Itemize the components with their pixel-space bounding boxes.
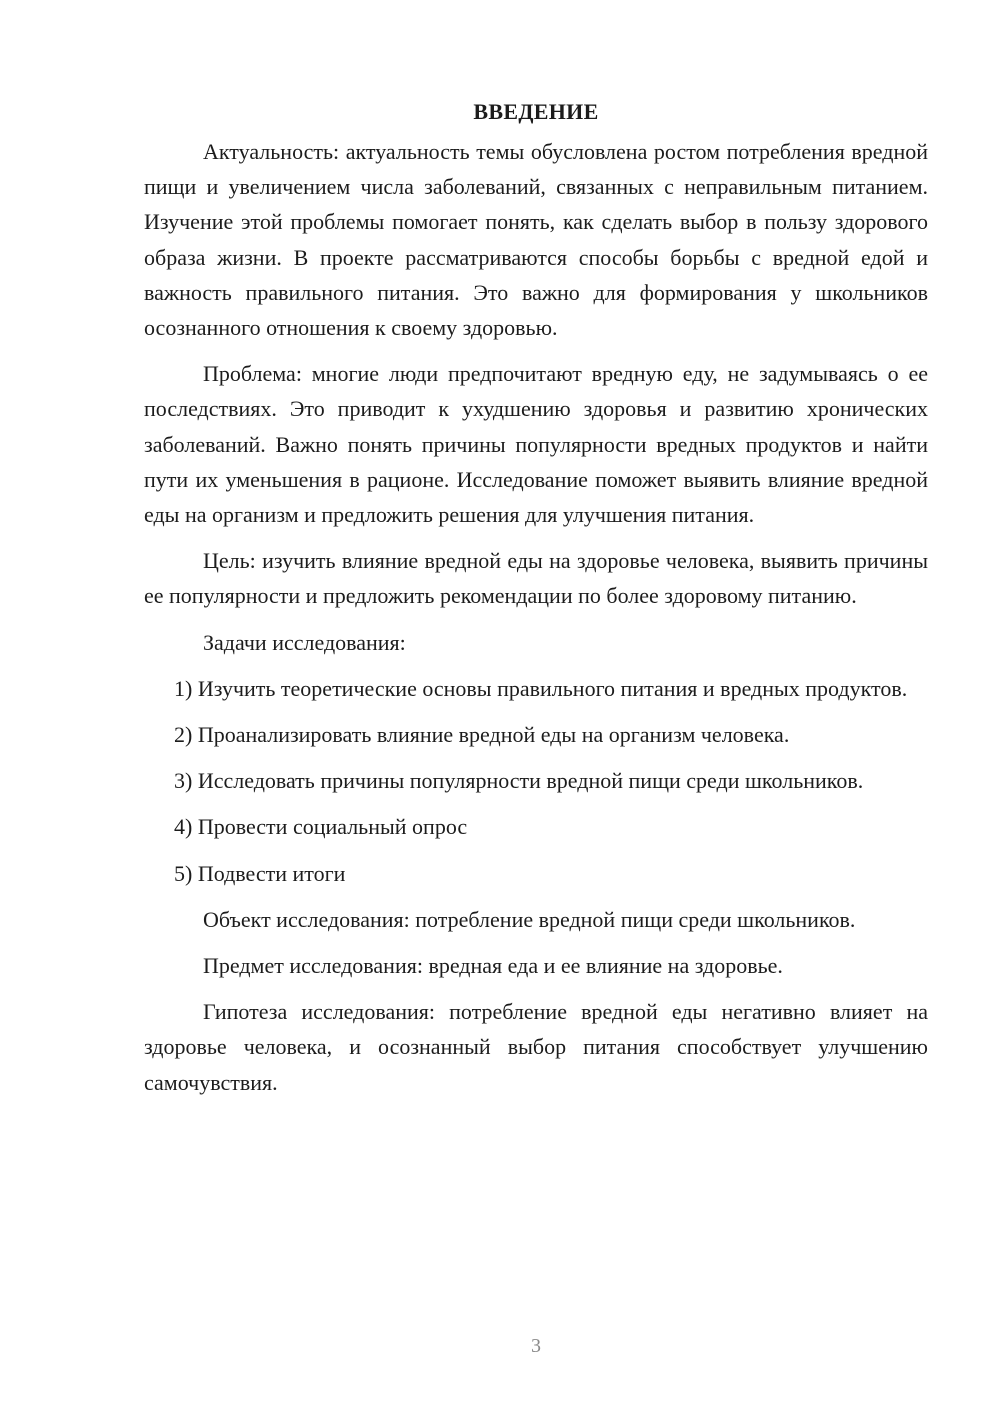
object-paragraph: Объект исследования: потребление вредной пищи среди школьников. [203, 906, 856, 932]
page-content [144, 94, 928, 1111]
list-item: 3) Исследовать причины популярности вредной пищи среди школьников. [174, 768, 864, 794]
tasks-list [144, 671, 928, 891]
hypothesis-paragraph: Гипотеза исследования: потребление вредной еды негативно влияет на здоровье человека, и осознанный выбор питания способствует улучшению самочувствия. [144, 999, 928, 1095]
page-number: 3 [531, 1335, 541, 1357]
relevance-paragraph: Актуальность: актуальность темы обусловлена ростом потребления вредной пищи и увеличением числа заболеваний, связанных с неправильным питанием. Изучение этой проблемы помогает понять, как сделать выбор в пользу здорового образа жизни. В проекте рассматриваются способы борьбы с вредной едой и важность правильного питания. Это важно для формирования у школьников осознанного отношения к своему здоровью. [144, 139, 928, 341]
subject-paragraph: Предмет исследования: вредная еда и ее влияние на здоровье. [203, 953, 783, 979]
list-item: 1) Изучить теоретические основы правильного питания и вредных продуктов. [174, 675, 908, 701]
list-item: 2) Проанализировать влияние вредной еды на организм человека. [174, 722, 790, 748]
list-item: 4) Провести социальный опрос [174, 814, 468, 840]
tasks-heading: Задачи исследования: [203, 629, 406, 655]
page-title: ВВЕДЕНИЕ [473, 99, 599, 124]
problem-paragraph: Проблема: многие люди предпочитают вредную еду, не задумываясь о ее последствиях. Это приводит к ухудшению здоровья и развитию хронических заболеваний. Важно понять причины популярности вредных продуктов и найти пути их уменьшения в рационе. Исследование поможет выявить влияние вредной еды на организм и предложить решения для улучшения питания. [144, 361, 928, 528]
goal-paragraph: Цель: изучить влияние вредной еды на здоровье человека, выявить причины ее популярности и предложить рекомендации по более здоровому питанию. [144, 548, 928, 609]
list-item: 5) Подвести итоги [174, 860, 346, 886]
